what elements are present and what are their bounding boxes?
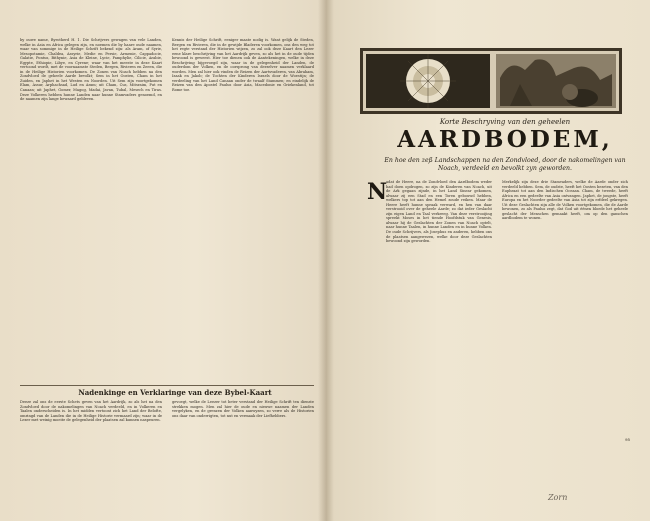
left-bottom-column-2	[172, 400, 314, 480]
page-number: 95	[625, 437, 631, 442]
title-subtitle: En hoe den zeß Landschappen na den Zondvloed, door de nakomelingen van Noach, verdeeld en bevolkt zyn geworden.	[384, 157, 626, 172]
right-col2-text: Merkelijk zijn deze drie Stamvaders, welke de Aarde onder zich verdeeld hebben. Sem, de oudste, heeft het Oosten bezeten, van den Euphraat tot aan den Indischen Oceaan. Cham, de tweede, heeft Africa en een gedeelte van Asia ontvangen. Japhet, de jongste, heeft Europa en het Noorder gedeelte van Asia tot zijn erfdeel gekregen. Uit deze Geslachten zijn alle de Volken voortgekomen, die de Aarde bewonen, zo als Paulus zegt, dat God uit éénen bloede het geheele geslacht der Menschen gemaakt heeft, om op den ganschen aardbodem te wonen.	[502, 180, 628, 221]
left-bottom1-text: Deeze zal ons de eerste Schets geven van het Aardrijk, zo als het na den Zondvloed door de nakomelingen van Noach verdeeld, en in Volkeren en Taalen onderscheiden is. In het midden vertoont zich het Land der Belofte, omringd van de Landen die in de Heilige Historie vermaard zijn; waar in de Lezer met weinig moeite de gelegenheid der plaatsen zal kunnen naspeuren.	[20, 400, 162, 423]
left-col1-text: by ouwe name, Byrotherd H. 1. Die Schrijvers gewagen van vele Landen, welke in Asia en Africa gelegen zijn, en noemen die by haare oude naamen, waar van sommige in de Heilige Schrift bekend zijn: als Aram, of Syrie, Mesopotamie, Chaldea, Assyrie, Medie en Persie, Armenie, Cappadocie, Galatie, Pontus, Bithynie, Asia de Kleine, Lycie, Pamphylie, Cilicie, Arabie, Egypte, Ethiopie, Libye, en Cyrene; waar van het meeste in deze Kaart vertoond wordt, met de voornaamste Steden, Bergen, Rivieren en Zeeen, die in de Heilige Historien voorkomen. De Zonen van Noach hebben na den Zondvloed de geheele Aarde bevolkt; Sem in het Oosten, Cham in het Zuiden, en Japhet in het Westen en Noorden. Uit Sem zijn voortgekomen Elam, Assur, Arphachsad, Lud en Aram; uit Cham, Cus, Mitsraim, Put en Canaan; uit Japhet, Gomer, Magog, Madai, Javan, Tubal, Mesech en Tiras. Deze Volkeren hebben hunne Landen naar hunne Stamvaders genoemd, en de naamen zijn lange bewaard gebleven.	[20, 38, 162, 102]
title-line-1: Korte Beschryving van den geheelen	[439, 118, 571, 126]
section-heading: Nadenkinge en Verklaringe van deze Bybel-Kaart	[78, 388, 272, 397]
right-page-column-2	[502, 180, 628, 435]
left-page-column-1	[20, 38, 162, 380]
main-title: AARDBODEM,	[397, 126, 613, 153]
section-rule	[20, 385, 314, 386]
left-col2-text: Kennis der Heilige Schrift, eeniger maate nodig is. Want gelijk de Steden, Bergen en Rivieren, die in de gewijde Bladeren voorkomen, ons den weg tot het regte verstand der Historien wijzen, zo zal ook deze Kaart den Lezer eene klare beschrijving van het Aardrijk geven, zo als het in de oude tijden bewoond is geweest. Hier toe dienen ook de Aantekeningen, welke in deze Beschrijving bijgevoegd zijn, waar in de gelegenheid der Landen, de ouderdom der Volken, en de oorsprong van derzelver naamen verklaard worden. Men zal hier ook vinden de Reizen der Aartsvaderen, van Abraham, Izaak en Jakob; de Tochten der Kinderen Israels door de Woestijn; de verdeeling van het Land Canaan onder de twaalf Stammen; en eindelijk de Reizen van den Apostel Paulus door Asia, Macedonie en Griekenland, tot Rome toe.	[172, 38, 314, 93]
right-col1-text: adat de Heere, na de Zondvloed den Aardbodem weder had doen opdrogen, zo zijn de Kinderen van Noach, uit de Ark gegaan zijnde, in het Land Sinear gekomen, alwaar zij een Stad en een Toren gebouwd hebben, welkers top tot aan den Hemel zoude reiken. Maar de Heere heeft hunne spraak verward, en hen van daar verstrooid over de geheele Aarde; zo dat ieder Geslacht zijn eigen Land en Taal verkreeg. Van deze verstrooijing spreekt Moses in het tiende Hoofdstuk van Genesis, alwaar hij de Geslachten der Zonen van Noach optelt, naar hunne Taalen, in hunne Landen en in hunne Volken. De oude Schrijvers, als Josephus en anderen, hebben ons de plaatsen aangewezen, welke door deze Geslachten bewoond zijn geworden.	[386, 180, 492, 244]
engraved-vignette	[360, 48, 622, 114]
book-gutter	[318, 0, 334, 521]
pencil-signature: Zorn	[548, 493, 568, 502]
left-bottom-column-1	[20, 400, 162, 480]
right-page-column-1	[386, 180, 492, 445]
left-page-column-2	[172, 38, 314, 380]
drop-capital: N	[367, 179, 388, 205]
left-bottom2-text: gevoegt, welke de Leezer tot beter verstand der Heilige Schrift ten dienste strekken mogen. Men zal hier de oude en nieuwe naamen der Landen vergelyken, en de grenzen der Volken aanwyzen, zo verre als de Historien ons daar van onderrigten, tot nut en vermaak der Liefhebbers.	[172, 400, 314, 418]
